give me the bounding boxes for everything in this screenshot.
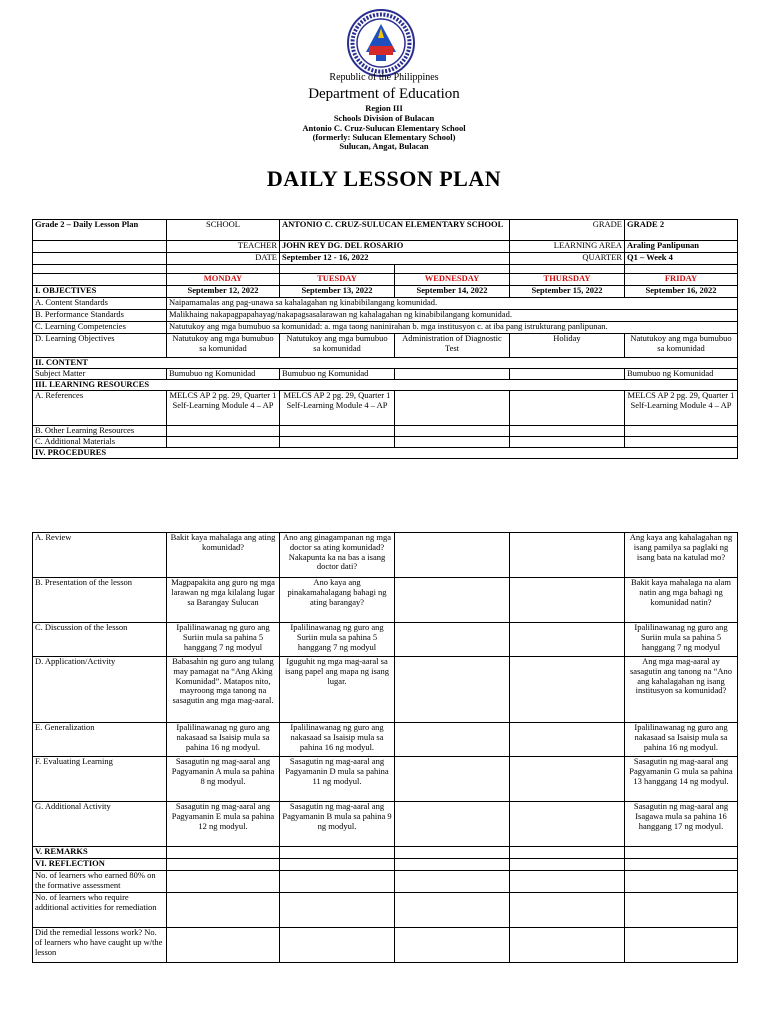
cell (395, 623, 510, 657)
remarks-row (33, 847, 738, 859)
day-monday: MONDAY (167, 274, 280, 286)
grade-label: GRADE (510, 220, 625, 241)
department-line: Department of Education (308, 86, 460, 102)
date-value: September 12 - 16, 2022 (280, 253, 510, 265)
learning-objectives-row (33, 334, 738, 358)
page-title: DAILY LESSON PLAN (266, 166, 502, 191)
cell: Ang mga mag-aaral ay sasagutin ang tanong na “Ano ang kahalagahan ng isang institusyon sa komunidad? (625, 657, 738, 723)
row-label: G. Additional Activity (33, 802, 167, 847)
cell (510, 578, 625, 623)
discussion-row (33, 623, 738, 657)
cell: Ipalilinawanag ng guro ang Suriin mula sa pahina 5 hanggang 7 ng modyul (280, 623, 395, 657)
row-text: Natutukoy ang mga bumubuo sa komunidad: a. mga taong naninirahan b. mga institusyon c. at iba pang istrukturang panlipunan. (167, 322, 738, 334)
row-label: Did the remedial lessons work? No. of learners who have caught up w/the lesson (33, 928, 167, 963)
info-row-teacher (33, 241, 738, 253)
cell (395, 533, 510, 578)
additional-materials-row (33, 437, 738, 448)
school-value: ANTONIO C. CRUZ-SULUCAN ELEMENTARY SCHOOL (280, 220, 510, 241)
region-line: Region III (365, 103, 403, 113)
cell: Sasagutin ng mag-aaral ang Isagawa mula sa pahina 16 hanggang 17 ng modyul. (625, 802, 738, 847)
days-row (33, 274, 738, 286)
cell: Ano ang ginagampanan ng mga doctor sa ating komunidad? Nakapunta ka na bas a isang doctor dati? (280, 533, 395, 578)
lesson-plan-table-top (32, 219, 738, 459)
reflection-q1-row (33, 871, 738, 893)
cell: Administration of Diagnostic Test (395, 334, 510, 358)
cell: Bakit kaya mahalaga ang ating komunidad? (167, 533, 280, 578)
cell (510, 623, 625, 657)
lesson-plan-table-bottom (32, 532, 738, 963)
date-friday: September 16, 2022 (625, 286, 738, 298)
content-standards-row (33, 298, 738, 310)
cell: Ipalilinawanag ng guro ang nakasaad sa Isaisip mula sa pahina 16 ng modyul. (280, 723, 395, 757)
cell: Bumubuo ng Komunidad (167, 369, 280, 380)
cell (395, 369, 510, 380)
row-label: E. Generalization (33, 723, 167, 757)
cell (510, 391, 625, 426)
cell: Babasahin ng guro ang tulang may pamagat na “Ang Aking Komunidad”. Matapos nito, mayroong mga tanong na sasagutin ang mga mag-aaral. (167, 657, 280, 723)
cell (510, 369, 625, 380)
cell (395, 391, 510, 426)
date-thursday: September 15, 2022 (510, 286, 625, 298)
row-label: D. Application/Activity (33, 657, 167, 723)
row-label: B. Other Learning Resources (33, 426, 167, 437)
section-reflection: VI. REFLECTION (33, 859, 167, 871)
cell: MELCS AP 2 pg. 29, Quarter 1 Self-Learning Module 4 – AP (280, 391, 395, 426)
cell: Holiday (510, 334, 625, 358)
references-row (33, 391, 738, 426)
row-label: A. Review (33, 533, 167, 578)
teacher-value: JOHN REY DG. DEL ROSARIO (280, 241, 510, 253)
area-value: Araling Panlipunan (625, 241, 738, 253)
procedures-header-row (33, 448, 738, 459)
performance-standards-row (33, 310, 738, 322)
plan-label: Grade 2 – Daily Lesson Plan (33, 220, 167, 241)
info-row-school (33, 220, 738, 241)
area-label: LEARNING AREA (510, 241, 625, 253)
row-label: C. Learning Competencies (33, 322, 167, 334)
row-text: Malikhaing nakapagpapahayag/nakapagsasalarawan ng kahalagahan ng kinabibilangang komunidad. (167, 310, 738, 322)
objectives-header-row (33, 286, 738, 298)
cell (395, 657, 510, 723)
cell (510, 802, 625, 847)
day-tuesday: TUESDAY (280, 274, 395, 286)
row-label: B. Presentation of the lesson (33, 578, 167, 623)
cell: MELCS AP 2 pg. 29, Quarter 1 Self-Learning Module 4 – AP (167, 391, 280, 426)
grade-value: GRADE 2 (625, 220, 738, 241)
cell: Ipalilinawanag ng guro ang Suriin mula sa pahina 5 hanggang 7 ng modyul (167, 623, 280, 657)
additional-activity-row (33, 802, 738, 847)
cell: Sasagutin ng mag-aaral ang Pagyamanin A mula sa pahina 8 ng modyul. (167, 757, 280, 802)
cell: Bumubuo ng Komunidad (625, 369, 738, 380)
cell: Sasagutin ng mag-aaral ang Pagyamanin E mula sa pahina 12 ng modyul. (167, 802, 280, 847)
school-label: SCHOOL (167, 220, 280, 241)
row-label: Subject Matter (33, 369, 167, 380)
address-line: Sulucan, Angat, Bulacan (339, 141, 429, 151)
quarter-label: QUARTER (510, 253, 625, 265)
row-label: C. Discussion of the lesson (33, 623, 167, 657)
row-label: No. of learners who earned 80% on the formative assessment (33, 871, 167, 893)
competencies-row (33, 322, 738, 334)
cell: Ipalilinawanag ng guro ang nakasaad sa Isaisip mula sa pahina 16 ng modyul. (167, 723, 280, 757)
cell: Sasagutin ng mag-aaral ang Pagyamanin G mula sa pahina 13 hanggang 14 ng modyul. (625, 757, 738, 802)
cell: Sasagutin ng mag-aaral ang Pagyamanin B mula sa pahina 9 ng modyul. (280, 802, 395, 847)
application-row (33, 657, 738, 723)
cell (395, 802, 510, 847)
row-label: C. Additional Materials (33, 437, 167, 448)
reflection-q2-row (33, 893, 738, 928)
section-content: II. CONTENT (33, 358, 738, 369)
cell: Ang kaya ang kahalagahan ng isang pamilya sa paglaki ng isang bata na katulad mo? (625, 533, 738, 578)
info-row-date (33, 253, 738, 265)
generalization-row (33, 723, 738, 757)
row-label: No. of learners who require additional activities for remediation (33, 893, 167, 928)
section-remarks: V. REMARKS (33, 847, 167, 859)
cell (395, 757, 510, 802)
cell (510, 657, 625, 723)
cell (510, 533, 625, 578)
formerly-line: (formerly: Sulucan Elementary School) (312, 132, 456, 142)
row-label: D. Learning Objectives (33, 334, 167, 358)
date-label: DATE (167, 253, 280, 265)
cell: Bumubuo ng Komunidad (280, 369, 395, 380)
quarter-value: Q1 – Week 4 (625, 253, 738, 265)
cell (510, 757, 625, 802)
cell: Natutukoy ang mga bumubuo sa komunidad (280, 334, 395, 358)
other-resources-row (33, 426, 738, 437)
resources-header-row (33, 380, 738, 391)
presentation-row (33, 578, 738, 623)
subject-matter-row (33, 369, 738, 380)
cell: Natutukoy ang mga bumubuo sa komunidad (167, 334, 280, 358)
deped-seal (346, 8, 416, 78)
cell: Bakit kaya mahalaga na alam natin ang mga bahagi ng komunidad natin? (625, 578, 738, 623)
cell (395, 723, 510, 757)
school-line: Antonio C. Cruz-Sulucan Elementary School (302, 123, 466, 133)
day-friday: FRIDAY (625, 274, 738, 286)
section-procedures: IV. PROCEDURES (33, 448, 738, 459)
section-objectives: I. OBJECTIVES (33, 286, 167, 298)
cell: Iguguhit ng mga mag-aaral sa isang papel ang mapa ng isang lugar. (280, 657, 395, 723)
date-wednesday: September 14, 2022 (395, 286, 510, 298)
date-monday: September 12, 2022 (167, 286, 280, 298)
date-tuesday: September 13, 2022 (280, 286, 395, 298)
content-header-row (33, 358, 738, 369)
day-wednesday: WEDNESDAY (395, 274, 510, 286)
cell: Sasagutin ng mag-aaral ang Pagyamanin D mula sa pahina 11 ng modyul. (280, 757, 395, 802)
division-line: Schools Division of Bulacan (333, 113, 435, 123)
cell: Ano kaya ang pinakamahalagang bahagi ng ating barangay? (280, 578, 395, 623)
row-label: A. Content Standards (33, 298, 167, 310)
cell (395, 578, 510, 623)
row-label: F. Evaluating Learning (33, 757, 167, 802)
cell: MELCS AP 2 pg. 29, Quarter 1 Self-Learning Module 4 – AP (625, 391, 738, 426)
row-label: B. Performance Standards (33, 310, 167, 322)
teacher-label: TEACHER (167, 241, 280, 253)
reflection-q3-row (33, 928, 738, 963)
row-label: A. References (33, 391, 167, 426)
reflection-row (33, 859, 738, 871)
cell: Magpapakita ang guro ng mga larawan ng mga kilalang lugar sa Barangay Sulucan (167, 578, 280, 623)
cell (510, 723, 625, 757)
cell: Ipalilinawanag ng guro ang nakasaad sa Isaisip mula sa pahina 16 ng modyul. (625, 723, 738, 757)
republic-line: Republic of the Philippines (329, 72, 439, 83)
day-thursday: THURSDAY (510, 274, 625, 286)
row-text: Naipamamalas ang pag-unawa sa kahalagahan ng kinabibilangang komunidad. (167, 298, 738, 310)
cell: Ipalilinawanag ng guro ang Suriin mula sa pahina 5 hanggang 7 ng modyul (625, 623, 738, 657)
section-resources: III. LEARNING RESOURCES (33, 380, 738, 391)
cell: Natutukoy ang mga bumubuo sa komunidad (625, 334, 738, 358)
review-row (33, 533, 738, 578)
evaluating-row (33, 757, 738, 802)
